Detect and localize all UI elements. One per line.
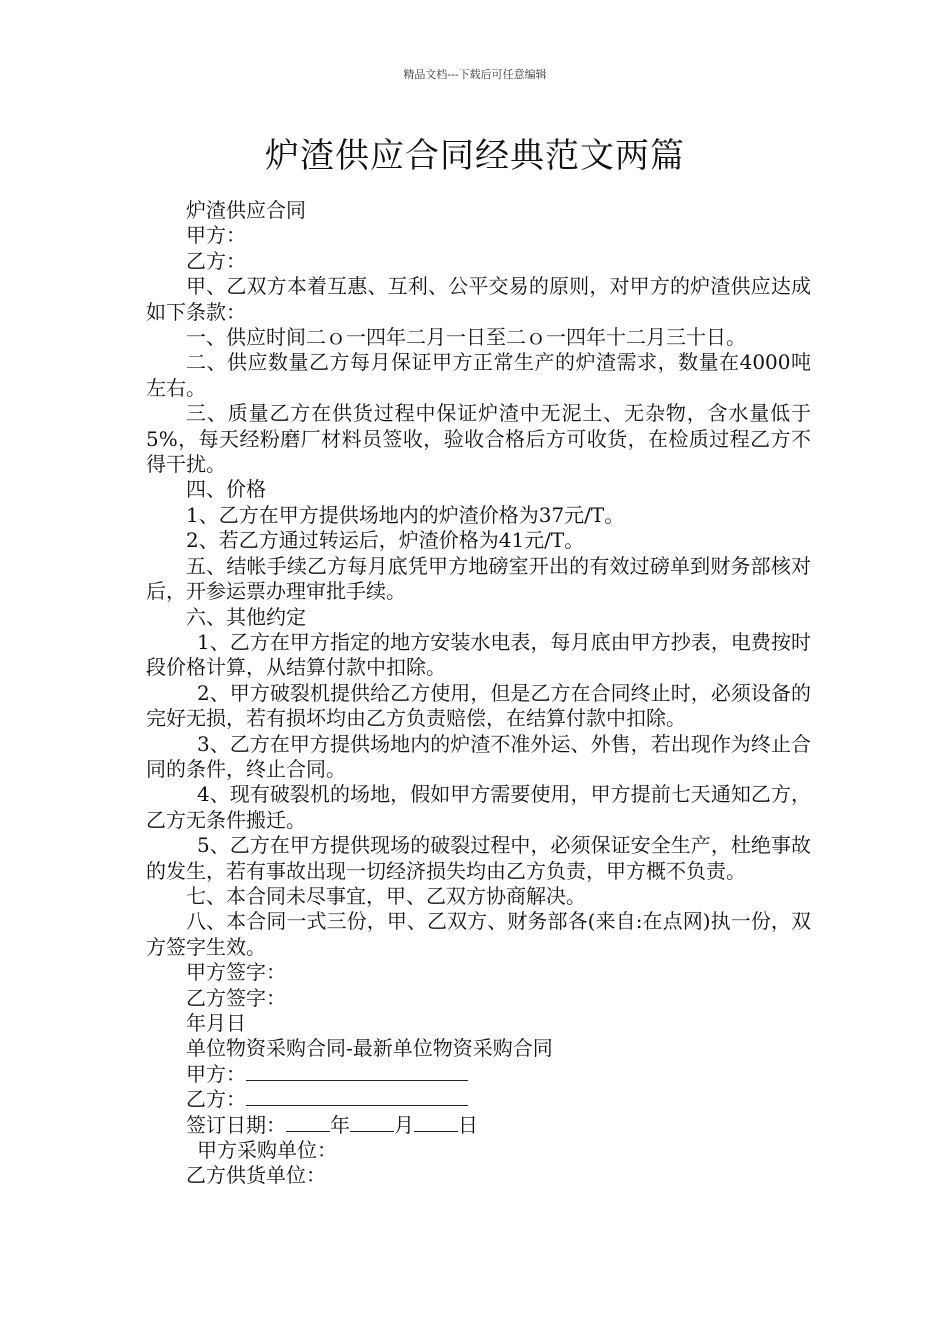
clause-supply-time: 一、供应时间二ｏ一四年二月一日至二ｏ一四年十二月三十日。 xyxy=(186,325,746,350)
form-party-b-row xyxy=(146,1087,811,1112)
form-party-b-label: 乙方： xyxy=(186,1087,246,1112)
clause-supply-quantity: 二、供应数量乙方每月保证甲方正常生产的炉渣需求，数量在4000吨左右。 xyxy=(146,350,811,400)
other-item-3: 3、乙方在甲方提供场地内的炉渣不准外运、外售，若出现作为终止合同的条件，终止合同。 xyxy=(146,731,811,781)
clause-quality: 三、质量乙方在供货过程中保证炉渣中无泥土、无杂物，含水量低于5%，每天经粉磨厂材料员签收，验收合格后方可收货，在检质过程乙方不得干扰。 xyxy=(146,401,811,477)
form-date-label: 签订日期： xyxy=(186,1112,286,1137)
clause-other-heading: 六、其他约定 xyxy=(186,604,306,629)
form-party-a-row xyxy=(146,1062,811,1087)
form-month: 月 xyxy=(394,1112,414,1137)
party-a-blank xyxy=(246,1062,468,1081)
contract-heading: 炉渣供应合同 xyxy=(186,198,306,222)
form-day: 日 xyxy=(458,1112,478,1137)
party-b-blank xyxy=(246,1087,468,1106)
header-note: 精品文档---下载后可任意编辑 xyxy=(403,68,547,81)
clause-eight: 八、本合同一式三份，甲、乙双方、财务部各(来自:在点网)执一份，双方签字生效。 xyxy=(146,909,811,959)
second-contract-title: 单位物资采购合同-最新单位物资采购合同 xyxy=(186,1036,553,1061)
day-blank xyxy=(414,1113,458,1132)
party-a-line: 甲方： xyxy=(186,223,246,248)
other-item-5: 5、乙方在甲方提供现场的破裂过程中，必须保证安全生产，杜绝事故的发生，若有事故出现一切经济损失均由乙方负责，甲方概不负责。 xyxy=(146,833,811,883)
form-year: 年 xyxy=(330,1112,350,1137)
price-item-1: 1、乙方在甲方提供场地内的炉渣价格为37元/T。 xyxy=(186,502,625,527)
party-b-line: 乙方： xyxy=(186,248,246,273)
other-item-1: 1、乙方在甲方指定的地方安装水电表，每月底由甲方抄表，电费按时段价格计算，从结算付款中扣除。 xyxy=(146,629,811,680)
clause-price-heading: 四、价格 xyxy=(186,477,266,502)
party-a-signature: 甲方签字： xyxy=(186,960,286,985)
form-party-a-label: 甲方： xyxy=(186,1061,246,1086)
other-item-2: 2、甲方破裂机提供给乙方使用，但是乙方在合同终止时，必须设备的完好无损，若有损坏均由乙方负责赔偿，在结算付款中扣除。 xyxy=(146,680,811,731)
year-blank xyxy=(286,1113,330,1132)
other-item-4: 4、现有破裂机的场地，假如甲方需要使用，甲方提前七天通知乙方，乙方无条件搬迁。 xyxy=(146,782,811,832)
document-title: 炉渣供应合同经典范文两篇 xyxy=(265,136,685,176)
signature-date: 年月日 xyxy=(186,1011,246,1035)
preamble-paragraph: 甲、乙双方本着互惠、互利、公平交易的原则，对甲方的炉渣供应达成如下条款： xyxy=(146,274,811,324)
clause-seven: 七、本合同未尽事宜，甲、乙双方协商解决。 xyxy=(186,883,586,908)
form-date-row xyxy=(146,1113,811,1138)
price-item-2: 2、若乙方通过转运后，炉渣价格为41元/T。 xyxy=(186,528,585,553)
clause-settlement: 五、结帐手续乙方每月底凭甲方地磅室开出的有效过磅单到财务部核对后，开参运票办理审批手续。 xyxy=(146,553,811,604)
document-body xyxy=(146,198,811,1189)
form-supplier-row: 乙方供货单位： xyxy=(186,1163,326,1188)
party-b-signature: 乙方签字： xyxy=(186,985,286,1010)
month-blank xyxy=(350,1113,394,1132)
form-buyer-row: 甲方采购单位： xyxy=(197,1138,337,1163)
